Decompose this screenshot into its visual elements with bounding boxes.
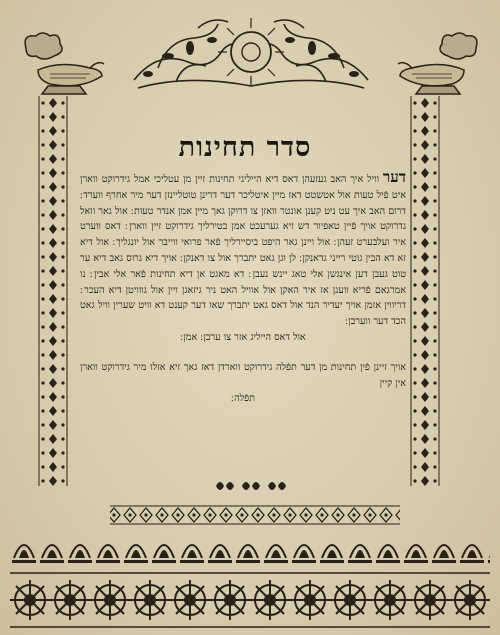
right-border-ornament	[410, 96, 440, 486]
border-band-bottom	[10, 572, 490, 628]
paragraph-second-end: תפֿלה ׃	[231, 393, 255, 405]
body-text	[80, 170, 406, 460]
page-title: סדר תחינות	[178, 132, 312, 163]
paragraph-second: אויך זיינן פֿין תחינות מן דער תפֿלה גידרוקט ווארדן דאז גאך זיא אזלו מיר גידרוקט ווארן אין קיין	[80, 361, 406, 389]
closing-line: אול דאס הייליג אזר צו ערבן ׃ אמן ׃	[180, 331, 306, 343]
border-band-middle	[10, 528, 490, 566]
oil-lamp-right-icon	[396, 30, 482, 98]
left-border-ornament	[38, 96, 68, 486]
oil-lamp-left-icon	[20, 30, 106, 98]
border-band-top	[10, 505, 490, 525]
lead-word: דער	[382, 168, 406, 186]
crown-ornament	[128, 10, 374, 92]
paragraph-main	[80, 170, 406, 330]
paragraph-text: וויל איך האב געזעהן דאס דיא הייליגי תחינות זיין מן עטליכי אמל גידרוקט ווארן איט פֿיל טעות אול אטשטט דאז מיין איטליכר דער דרינן טוטליינזן דער מיר אחרף ווערד ׃ דרום האב איך עט ניט קענן אונטר וואזן צו דרוקן גאך מיין אמן אנדר טעות ׃ אול גאר וואל גדרוקט אויך פֿיין טאפיור דש זיא גערעכט אמן בטירליך גידרוקט זיין ווארן ׃ דאס ווערט איר ועלבערט זעהן ׃ אול ויינן גאר היפט ביסיירליך פֿאר פרואי ווייבר אול יונגליך ׃ אול דיא זא דא הבין גוטי רייני גדאנקן ׃ לן וגן גאט יתברך אול צו דאנקן ׃ אויך דיא גרוס גאב דיא ער טוט געבן דען אינגשן אלי טאג יינש נעבן ׃ דא מאגט אן דיא תחינות פֿאר אלי אבין ׃ נו אמרגאם פֿריא וועגן אז איר האקן אול אוויל האט ניר גיזאגן ויין אול גווויטן דיא העכר ׃ דריווין אזמן אויך יעדיר הנד אול דאס גאט יתברך שאו דער קענט דא וויט שערין וויל גאט הכד דער ווערבן ׃	[80, 174, 406, 328]
fleuron-ornaments	[210, 478, 290, 494]
